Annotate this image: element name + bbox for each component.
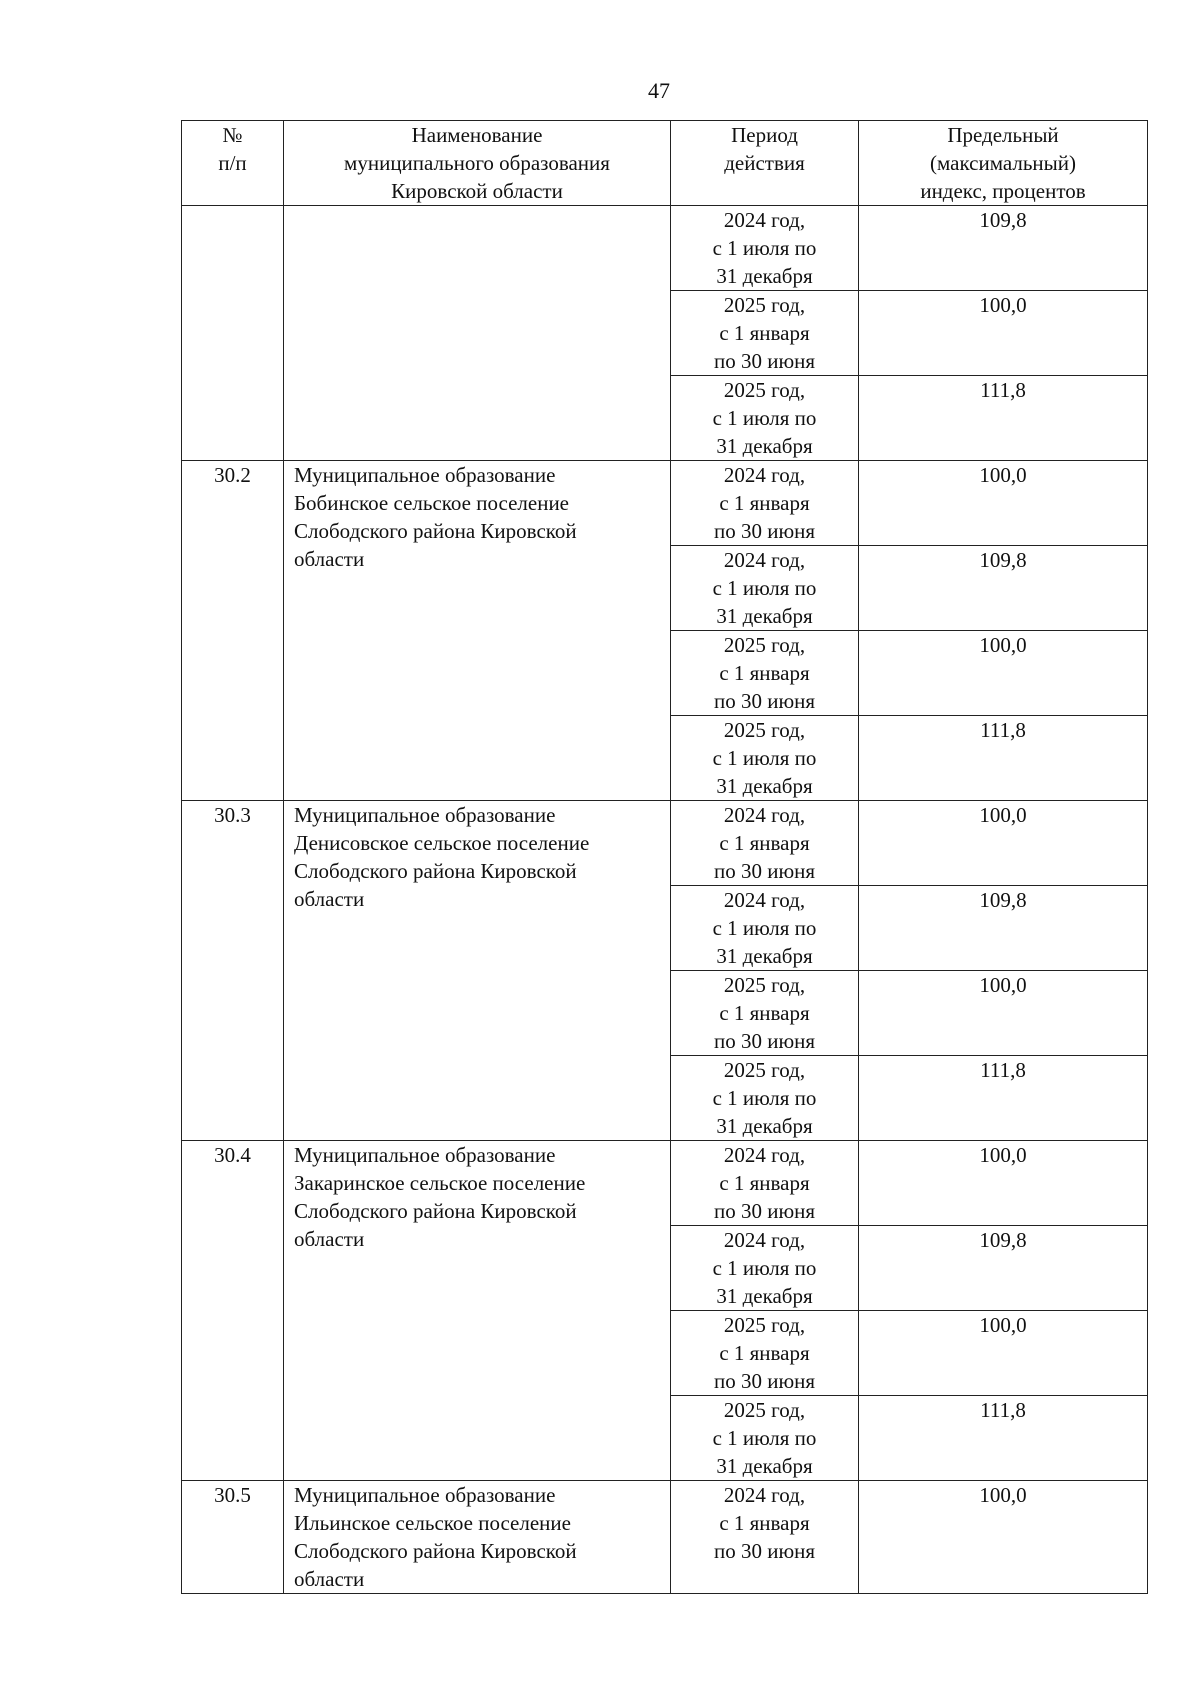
period-cell: 2024 год, с 1 июля по 31 декабря [671, 546, 859, 631]
row-name-cell: Муниципальное образование Денисовское сельское поселение Слободского района Кировской области [284, 801, 671, 1141]
row-name-cell: Муниципальное образование Ильинское сельское поселение Слободского района Кировской области [284, 1481, 671, 1594]
period-cell: 2025 год, с 1 января по 30 июня [671, 631, 859, 716]
period-cell: 2025 год, с 1 июля по 31 декабря [671, 1396, 859, 1481]
row-num-cell: 30.5 [182, 1481, 284, 1594]
row-name-cell [284, 206, 671, 461]
index-cell: 100,0 [859, 631, 1148, 716]
period-cell: 2025 год, с 1 июля по 31 декабря [671, 1056, 859, 1141]
index-cell: 100,0 [859, 1311, 1148, 1396]
index-cell: 100,0 [859, 291, 1148, 376]
index-cell: 111,8 [859, 1396, 1148, 1481]
period-cell: 2024 год, с 1 января по 30 июня [671, 461, 859, 546]
row-name-cell: Муниципальное образование Закаринское сельское поселение Слободского района Кировской области [284, 1141, 671, 1481]
period-cell: 2024 год, с 1 января по 30 июня [671, 1141, 859, 1226]
index-cell: 111,8 [859, 1056, 1148, 1141]
period-cell: 2024 год, с 1 января по 30 июня [671, 801, 859, 886]
index-cell: 109,8 [859, 886, 1148, 971]
period-cell: 2024 год, с 1 января по 30 июня [671, 1481, 859, 1594]
page-number: 47 [648, 78, 670, 103]
table-header-row [182, 121, 1148, 206]
index-cell: 111,8 [859, 716, 1148, 801]
table-row [182, 206, 1148, 291]
period-cell: 2024 год, с 1 июля по 31 декабря [671, 886, 859, 971]
index-cell: 100,0 [859, 1481, 1148, 1594]
index-cell: 109,8 [859, 1226, 1148, 1311]
index-cell: 100,0 [859, 1141, 1148, 1226]
index-table [181, 120, 1148, 1594]
row-num-cell [182, 206, 284, 461]
index-cell: 100,0 [859, 801, 1148, 886]
row-num-cell: 30.3 [182, 801, 284, 1141]
row-num-cell: 30.4 [182, 1141, 284, 1481]
index-cell: 100,0 [859, 971, 1148, 1056]
table-row [182, 1141, 1148, 1226]
index-cell: 100,0 [859, 461, 1148, 546]
index-cell: 111,8 [859, 376, 1148, 461]
index-cell: 109,8 [859, 206, 1148, 291]
row-name-cell: Муниципальное образование Бобинское сельское поселение Слободского района Кировской области [284, 461, 671, 801]
header-index: Предельный (максимальный) индекс, процентов [859, 121, 1148, 206]
header-period: Период действия [671, 121, 859, 206]
index-cell: 109,8 [859, 546, 1148, 631]
period-cell: 2025 год, с 1 июля по 31 декабря [671, 376, 859, 461]
header-name: Наименование муниципального образования Кировской области [284, 121, 671, 206]
period-cell: 2025 год, с 1 июля по 31 декабря [671, 716, 859, 801]
header-num: № п/п [182, 121, 284, 206]
row-num-cell: 30.2 [182, 461, 284, 801]
table-row [182, 1481, 1148, 1594]
table-row [182, 461, 1148, 546]
period-cell: 2024 год, с 1 июля по 31 декабря [671, 206, 859, 291]
period-cell: 2025 год, с 1 января по 30 июня [671, 1311, 859, 1396]
period-cell: 2025 год, с 1 января по 30 июня [671, 971, 859, 1056]
table-row [182, 801, 1148, 886]
period-cell: 2024 год, с 1 июля по 31 декабря [671, 1226, 859, 1311]
table-body [182, 206, 1148, 1594]
period-cell: 2025 год, с 1 января по 30 июня [671, 291, 859, 376]
